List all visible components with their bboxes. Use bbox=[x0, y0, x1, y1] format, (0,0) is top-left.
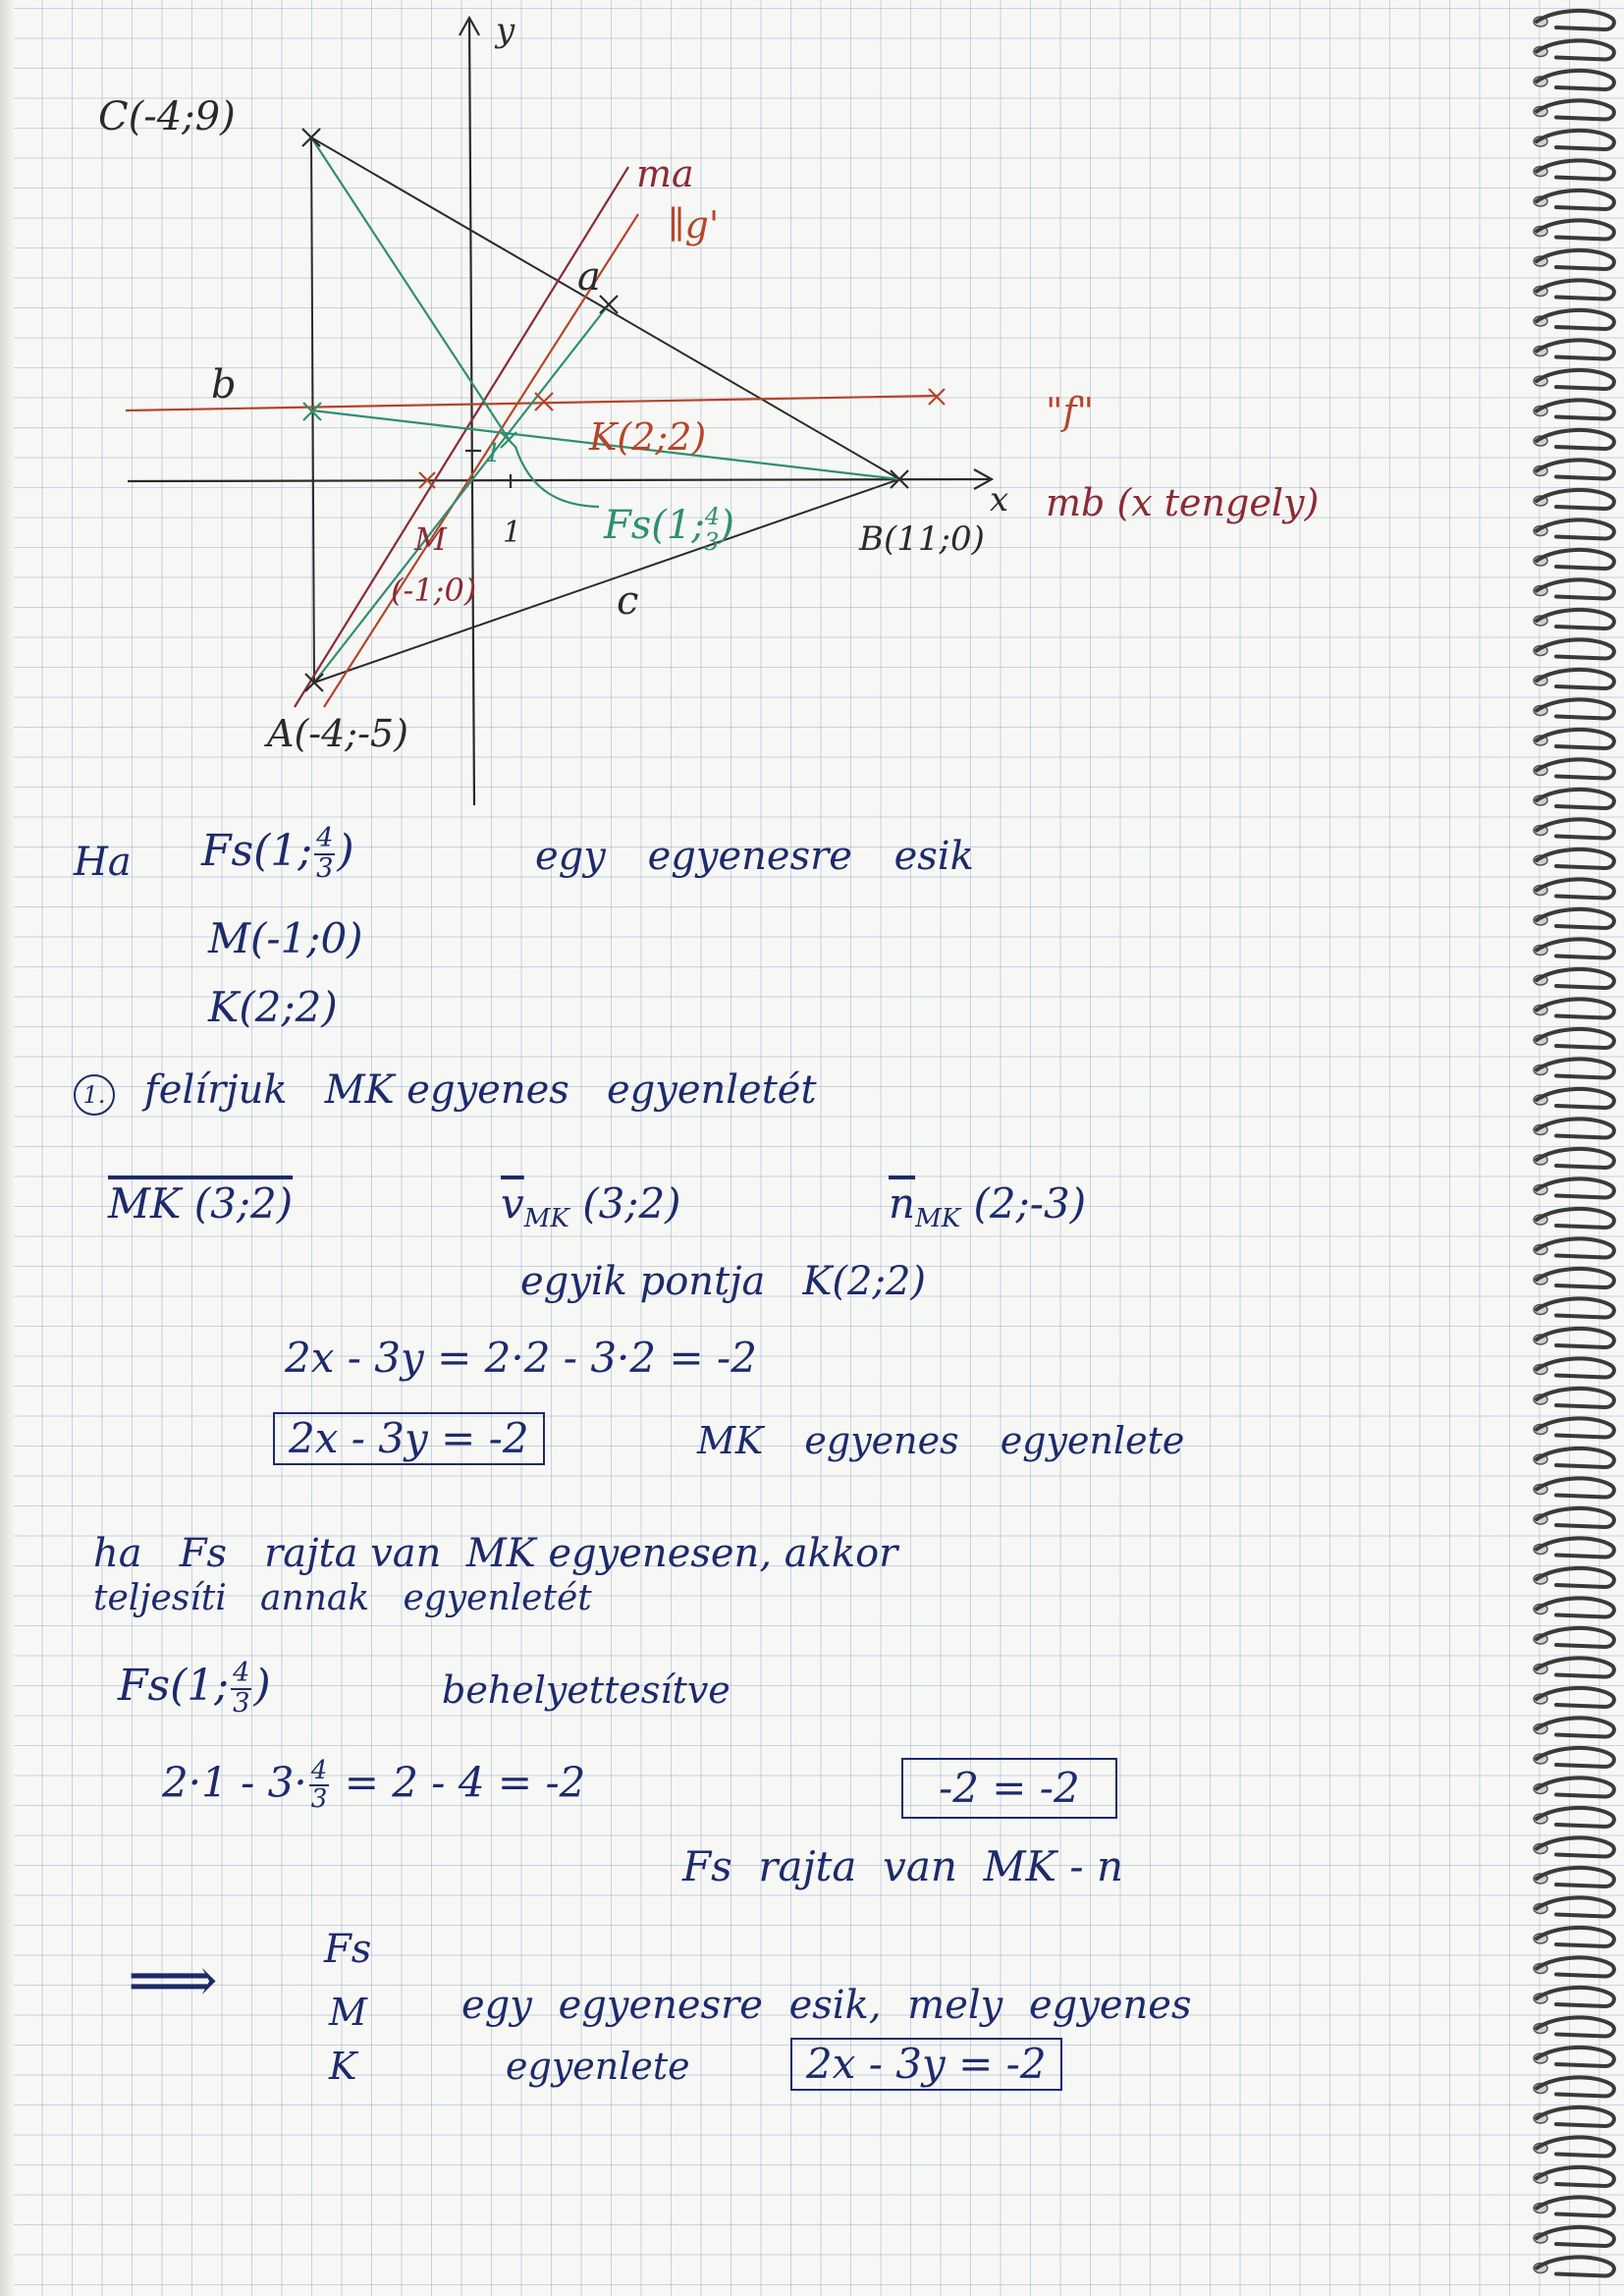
label-line-parallel: ∥g' bbox=[668, 203, 720, 246]
spiral-binding bbox=[1527, 0, 1624, 2296]
spiral-coil bbox=[1534, 40, 1614, 59]
given-fs-text: egy egyenesre esik bbox=[535, 834, 974, 879]
spiral-coil bbox=[1534, 460, 1614, 478]
spiral-coil bbox=[1534, 1238, 1614, 1257]
fs-pointer bbox=[515, 447, 599, 507]
spiral-coil bbox=[1534, 579, 1614, 598]
spiral-coil bbox=[1534, 1149, 1614, 1168]
substitution-calc-num: 4 bbox=[310, 1756, 328, 1785]
spiral-coil bbox=[1534, 2197, 1614, 2215]
spiral-coil bbox=[1534, 131, 1614, 149]
vector-v-sub: MK bbox=[523, 1204, 569, 1234]
spiral-coil bbox=[1534, 939, 1614, 957]
label-point-fs: Fs(1;$^4$ 3) bbox=[604, 503, 734, 556]
spiral-coil bbox=[1534, 430, 1614, 449]
spiral-coil bbox=[1534, 2048, 1614, 2066]
label-tick-y: 1 bbox=[485, 439, 502, 468]
spiral-coil bbox=[1534, 2257, 1614, 2275]
list-m: M bbox=[329, 1991, 367, 2034]
spiral-coil bbox=[1534, 1478, 1614, 1497]
substitution-fs-num: 4 bbox=[233, 1658, 250, 1688]
spiral-coil bbox=[1534, 1508, 1614, 1527]
spiral-coil bbox=[1534, 1449, 1614, 1467]
spiral-coil bbox=[1534, 849, 1614, 868]
spiral-coil bbox=[1534, 1538, 1614, 1557]
boxed-check: -2 = -2 bbox=[901, 1758, 1117, 1819]
substitution-fs-suffix: ) bbox=[253, 1661, 271, 1712]
spiral-coil bbox=[1534, 2107, 1614, 2126]
spiral-coil bbox=[1534, 969, 1614, 988]
label-axis-x: x bbox=[990, 480, 1009, 519]
final-text-2: egyenlete bbox=[506, 2045, 690, 2088]
spiral-coil bbox=[1534, 220, 1614, 239]
label-point-m: M bbox=[414, 520, 447, 558]
median-from-c bbox=[311, 137, 511, 442]
list-fs: Fs bbox=[324, 1927, 372, 1972]
list-k: K bbox=[329, 2045, 357, 2088]
label-point-m-coord: (-1;0) bbox=[391, 572, 477, 609]
spiral-coil bbox=[1534, 1688, 1614, 1707]
spiral-coil bbox=[1534, 100, 1614, 119]
spiral-coil bbox=[1534, 759, 1614, 778]
label-line-ma: ma bbox=[636, 152, 694, 195]
given-m: M(-1;0) bbox=[208, 914, 363, 962]
spiral-coil bbox=[1534, 1089, 1614, 1108]
label-tick-x: 1 bbox=[503, 516, 522, 550]
vector-n-value: (2;-3) bbox=[973, 1179, 1087, 1228]
spiral-coil bbox=[1534, 1269, 1614, 1287]
point-line: egyik pontja K(2;2) bbox=[520, 1259, 927, 1304]
spiral-coil bbox=[1534, 1628, 1614, 1647]
vector-v bbox=[501, 1179, 681, 1234]
spiral-coil bbox=[1534, 2227, 1614, 2246]
spiral-coil bbox=[1534, 250, 1614, 269]
substitution-calc-den: 3 bbox=[310, 1784, 328, 1815]
vector-n bbox=[889, 1179, 1087, 1234]
spiral-coil bbox=[1534, 790, 1614, 808]
substitution-fs bbox=[118, 1660, 271, 1718]
median-from-a bbox=[314, 304, 609, 683]
spiral-coil bbox=[1534, 1928, 1614, 1946]
spiral-coil bbox=[1534, 550, 1614, 569]
spiral-coil bbox=[1534, 191, 1614, 209]
step-text: felírjuk MK egyenes egyenletét bbox=[144, 1067, 817, 1113]
step-number: 1. bbox=[74, 1074, 115, 1116]
substitution-calc-prefix: 2·1 - 3· bbox=[162, 1758, 307, 1807]
spiral-coil bbox=[1534, 2167, 1614, 2186]
spiral-coil bbox=[1534, 699, 1614, 718]
spiral-coil bbox=[1534, 310, 1614, 329]
spiral-coil bbox=[1534, 1059, 1614, 1077]
spiral-coil bbox=[1534, 1298, 1614, 1317]
given-fs-den: 3 bbox=[316, 852, 334, 884]
spiral-coil bbox=[1534, 999, 1614, 1017]
spiral-coil bbox=[1534, 160, 1614, 179]
line-ma bbox=[295, 167, 628, 707]
label-axis-y: y bbox=[496, 11, 515, 50]
label-side-c: c bbox=[617, 578, 639, 624]
spiral-coil bbox=[1534, 1329, 1614, 1347]
spiral-coil bbox=[1534, 1209, 1614, 1228]
substitution-fs-den: 3 bbox=[233, 1687, 250, 1719]
spiral-coil bbox=[1534, 2017, 1614, 2036]
vector-mk-text: MK (3;2) bbox=[108, 1179, 294, 1228]
spiral-coil bbox=[1534, 1389, 1614, 1407]
spiral-coil bbox=[1534, 879, 1614, 898]
substitution-calc bbox=[162, 1758, 585, 1814]
step-1 bbox=[74, 1067, 817, 1116]
spiral-coil bbox=[1534, 639, 1614, 658]
ha-line-1: ha Fs rajta van MK egyenesen, akkor bbox=[93, 1531, 898, 1576]
spiral-coil bbox=[1534, 1748, 1614, 1767]
substitution-fs-fraction bbox=[231, 1660, 251, 1718]
substitution-text: behelyettesítve bbox=[442, 1668, 731, 1712]
spiral-coil bbox=[1534, 1598, 1614, 1616]
spiral-coil bbox=[1534, 1029, 1614, 1048]
spiral-coil bbox=[1534, 400, 1614, 418]
y-axis bbox=[469, 18, 474, 805]
substitution-calc-fraction bbox=[309, 1758, 330, 1814]
spiral-coil bbox=[1534, 1718, 1614, 1736]
label-side-b: b bbox=[211, 362, 237, 408]
given-fs-num: 4 bbox=[316, 823, 334, 853]
spiral-coil bbox=[1534, 819, 1614, 838]
label-point-b: B(11;0) bbox=[859, 519, 985, 559]
calc-line: 2x - 3y = 2·2 - 3·2 = -2 bbox=[285, 1334, 757, 1382]
vector-v-symbol: $\overline{v}$ bbox=[501, 1179, 524, 1228]
given-fs-suffix: ) bbox=[337, 826, 354, 877]
spiral-coil bbox=[1534, 370, 1614, 389]
x-axis bbox=[128, 479, 992, 481]
spiral-coil bbox=[1534, 610, 1614, 629]
spiral-coil bbox=[1534, 1808, 1614, 1827]
implies-arrow: ⟹ bbox=[128, 1944, 218, 2017]
label-point-a: A(-4;-5) bbox=[267, 712, 408, 755]
spiral-coil bbox=[1534, 730, 1614, 748]
spiral-coil bbox=[1534, 1777, 1614, 1796]
spiral-coil bbox=[1534, 11, 1614, 29]
spiral-coil bbox=[1534, 1658, 1614, 1676]
spiral-coil bbox=[1534, 909, 1614, 928]
spiral-coil bbox=[1534, 2077, 1614, 2096]
label-point-k: K(2;2) bbox=[589, 415, 707, 459]
spiral-coil bbox=[1534, 1358, 1614, 1377]
label-side-a: a bbox=[577, 254, 601, 300]
spiral-coil bbox=[1534, 2137, 1614, 2156]
spiral-coil bbox=[1534, 670, 1614, 688]
spiral-coil bbox=[1534, 1119, 1614, 1137]
substitution-fs-prefix: Fs(1; bbox=[118, 1661, 230, 1712]
vector-v-value: (3;2) bbox=[582, 1179, 681, 1228]
spiral-coil bbox=[1534, 490, 1614, 509]
spiral-coil bbox=[1534, 280, 1614, 299]
spiral-coil bbox=[1534, 1988, 1614, 2006]
final-text-1: egy egyenesre esik, mely egyenes bbox=[461, 1983, 1192, 2028]
vector-n-symbol: $\overline{n}$ bbox=[889, 1179, 916, 1228]
spiral-coil bbox=[1534, 1868, 1614, 1886]
vector-mk bbox=[108, 1179, 294, 1228]
boxed-equation: 2x - 3y = -2 bbox=[273, 1412, 545, 1465]
label-point-c: C(-4;9) bbox=[98, 94, 236, 139]
substitution-calc-suffix: = 2 - 4 = -2 bbox=[344, 1758, 586, 1807]
spiral-coil bbox=[1534, 1957, 1614, 1976]
spiral-coil bbox=[1534, 1837, 1614, 1856]
spiral-coil bbox=[1534, 1178, 1614, 1197]
label-line-f: "f" bbox=[1046, 390, 1095, 433]
spiral-coil bbox=[1534, 1568, 1614, 1587]
axes bbox=[128, 18, 992, 805]
ha-label: Ha bbox=[74, 840, 132, 885]
boxed-equation-caption: MK egyenes egyenlete bbox=[697, 1419, 1185, 1462]
spiral-coil bbox=[1534, 340, 1614, 358]
spiral-coil bbox=[1534, 1897, 1614, 1916]
spiral-coil bbox=[1534, 71, 1614, 89]
marker-k bbox=[535, 393, 553, 410]
spiral-coil bbox=[1534, 519, 1614, 538]
given-fs-fraction bbox=[314, 825, 335, 883]
vector-n-sub: MK bbox=[915, 1204, 961, 1234]
given-fs-prefix: Fs(1; bbox=[201, 826, 313, 877]
given-fs bbox=[201, 825, 354, 883]
given-k: K(2;2) bbox=[208, 983, 338, 1031]
conclusion-line: Fs rajta van MK - n bbox=[682, 1842, 1123, 1890]
spiral-coil bbox=[1534, 1418, 1614, 1437]
final-equation: 2x - 3y = -2 bbox=[790, 2038, 1062, 2091]
label-line-mb: mb (x tengely) bbox=[1046, 481, 1320, 524]
ha-line-2: teljesíti annak egyenletét bbox=[93, 1578, 592, 1618]
